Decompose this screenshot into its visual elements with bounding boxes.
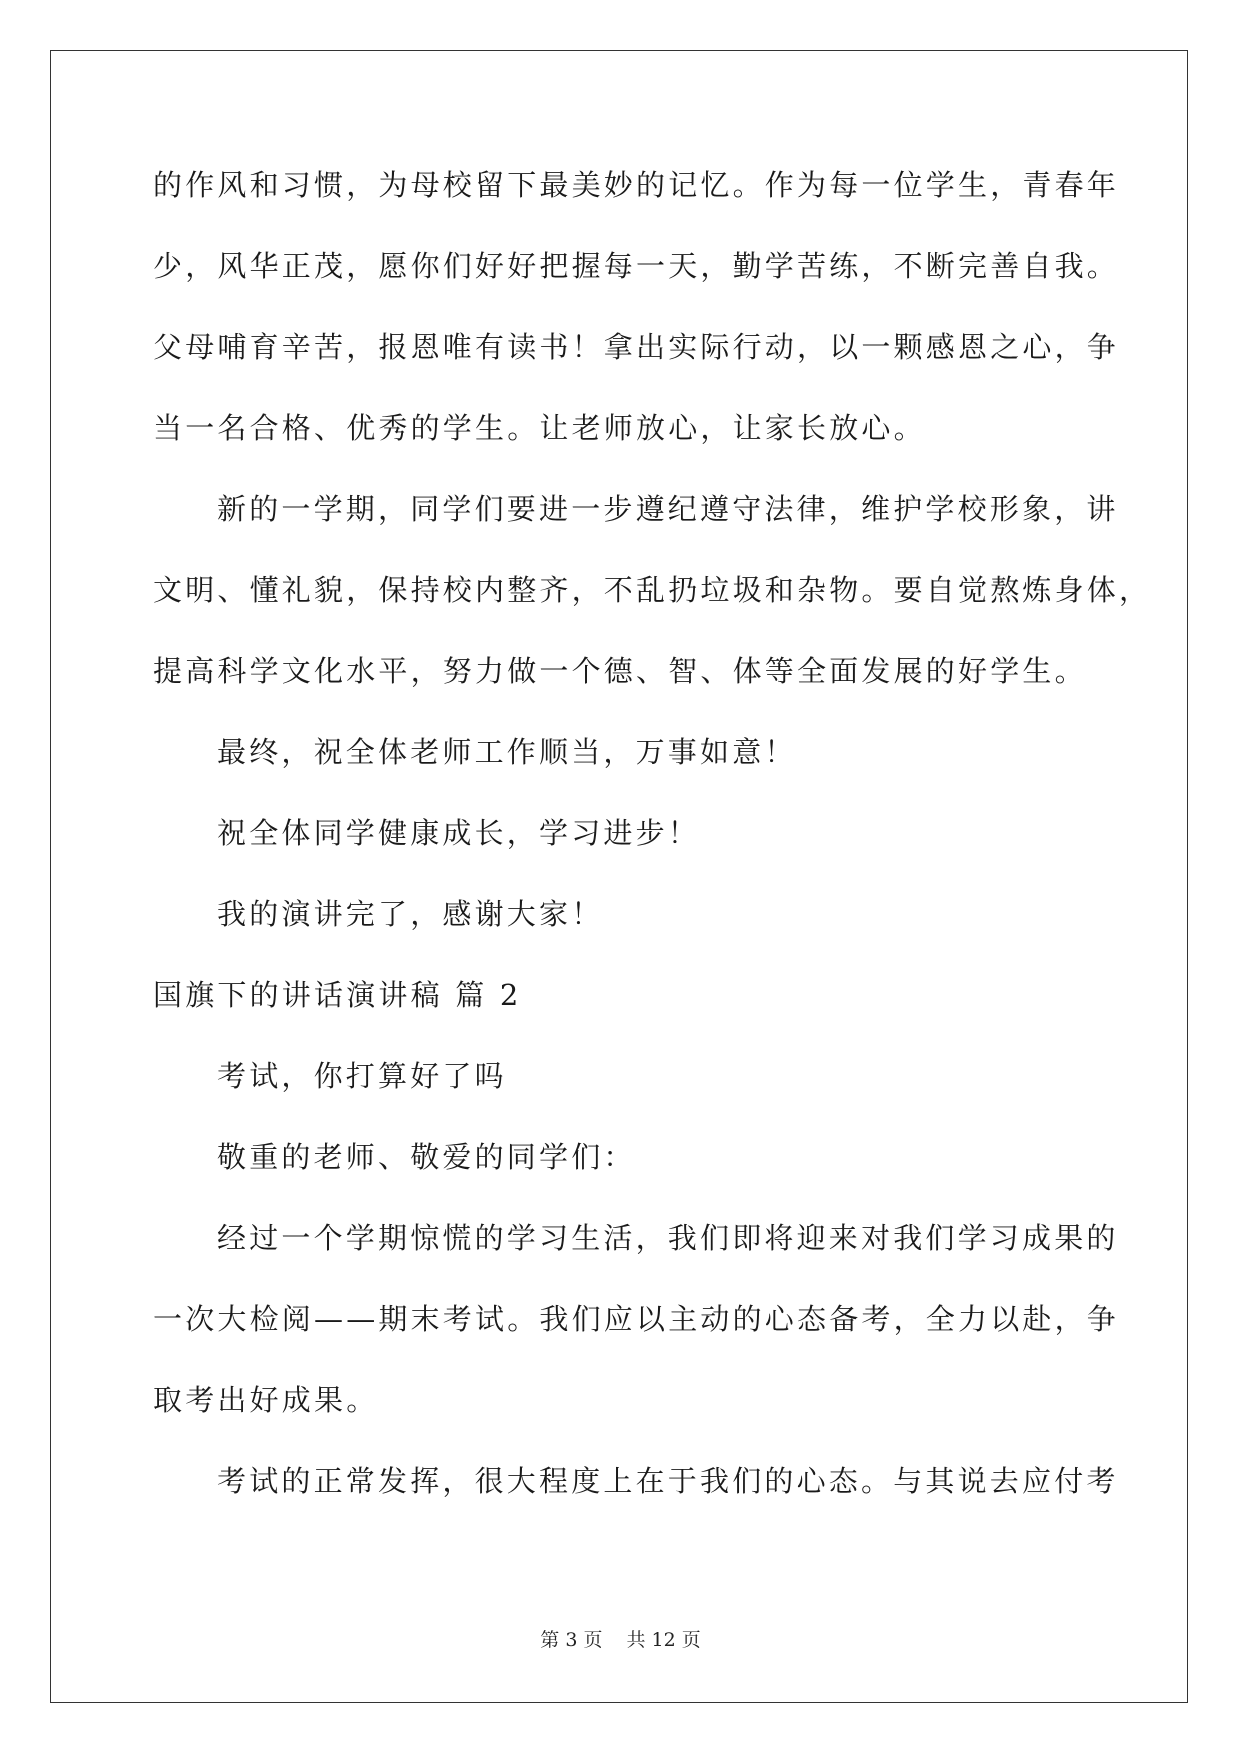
- section-heading: 国旗下的讲话演讲稿 篇 2: [153, 978, 522, 1012]
- text-line: 考试的正常发挥，很大程度上在于我们的心态。与其说去应付考: [217, 1464, 1119, 1498]
- page-number: 第 3 页: [540, 1629, 603, 1651]
- text-line: 取考出好成果。: [153, 1383, 379, 1417]
- text-line: 我的演讲完了，感谢大家！: [217, 897, 604, 931]
- page-total: 共 12 页: [626, 1629, 701, 1651]
- text-line: 经过一个学期惊慌的学习生活，我们即将迎来对我们学习成果的: [217, 1221, 1119, 1255]
- text-line: 当一名合格、优秀的学生。让老师放心，让家长放心。: [153, 411, 926, 445]
- text-line: 的作风和习惯，为母校留下最美妙的记忆。作为每一位学生，青春年: [153, 168, 1120, 202]
- text-line: 父母哺育辛苦，报恩唯有读书！拿出实际行动，以一颗感恩之心，争: [153, 330, 1120, 364]
- page-footer: [0, 1625, 1241, 1652]
- text-line: 最终，祝全体老师工作顺当，万事如意！: [217, 735, 797, 769]
- text-line: 一次大检阅——期末考试。我们应以主动的心态备考，全力以赴，争: [153, 1302, 1120, 1336]
- text-line: 新的一学期，同学们要进一步遵纪遵守法律，维护学校形象，讲: [217, 492, 1119, 526]
- text-line: 文明、懂礼貌，保持校内整齐，不乱扔垃圾和杂物。要自觉熬炼身体，: [153, 573, 1152, 607]
- text-line: 祝全体同学健康成长，学习进步！: [217, 816, 701, 850]
- text-line: 敬重的老师、敬爱的同学们：: [217, 1140, 636, 1174]
- text-line: 提高科学文化水平，努力做一个德、智、体等全面发展的好学生。: [153, 654, 1087, 688]
- text-line: 少，风华正茂，愿你们好好把握每一天，勤学苦练，不断完善自我。: [153, 249, 1120, 283]
- text-line: 考试，你打算好了吗: [217, 1059, 507, 1093]
- page-border: [50, 50, 1188, 1703]
